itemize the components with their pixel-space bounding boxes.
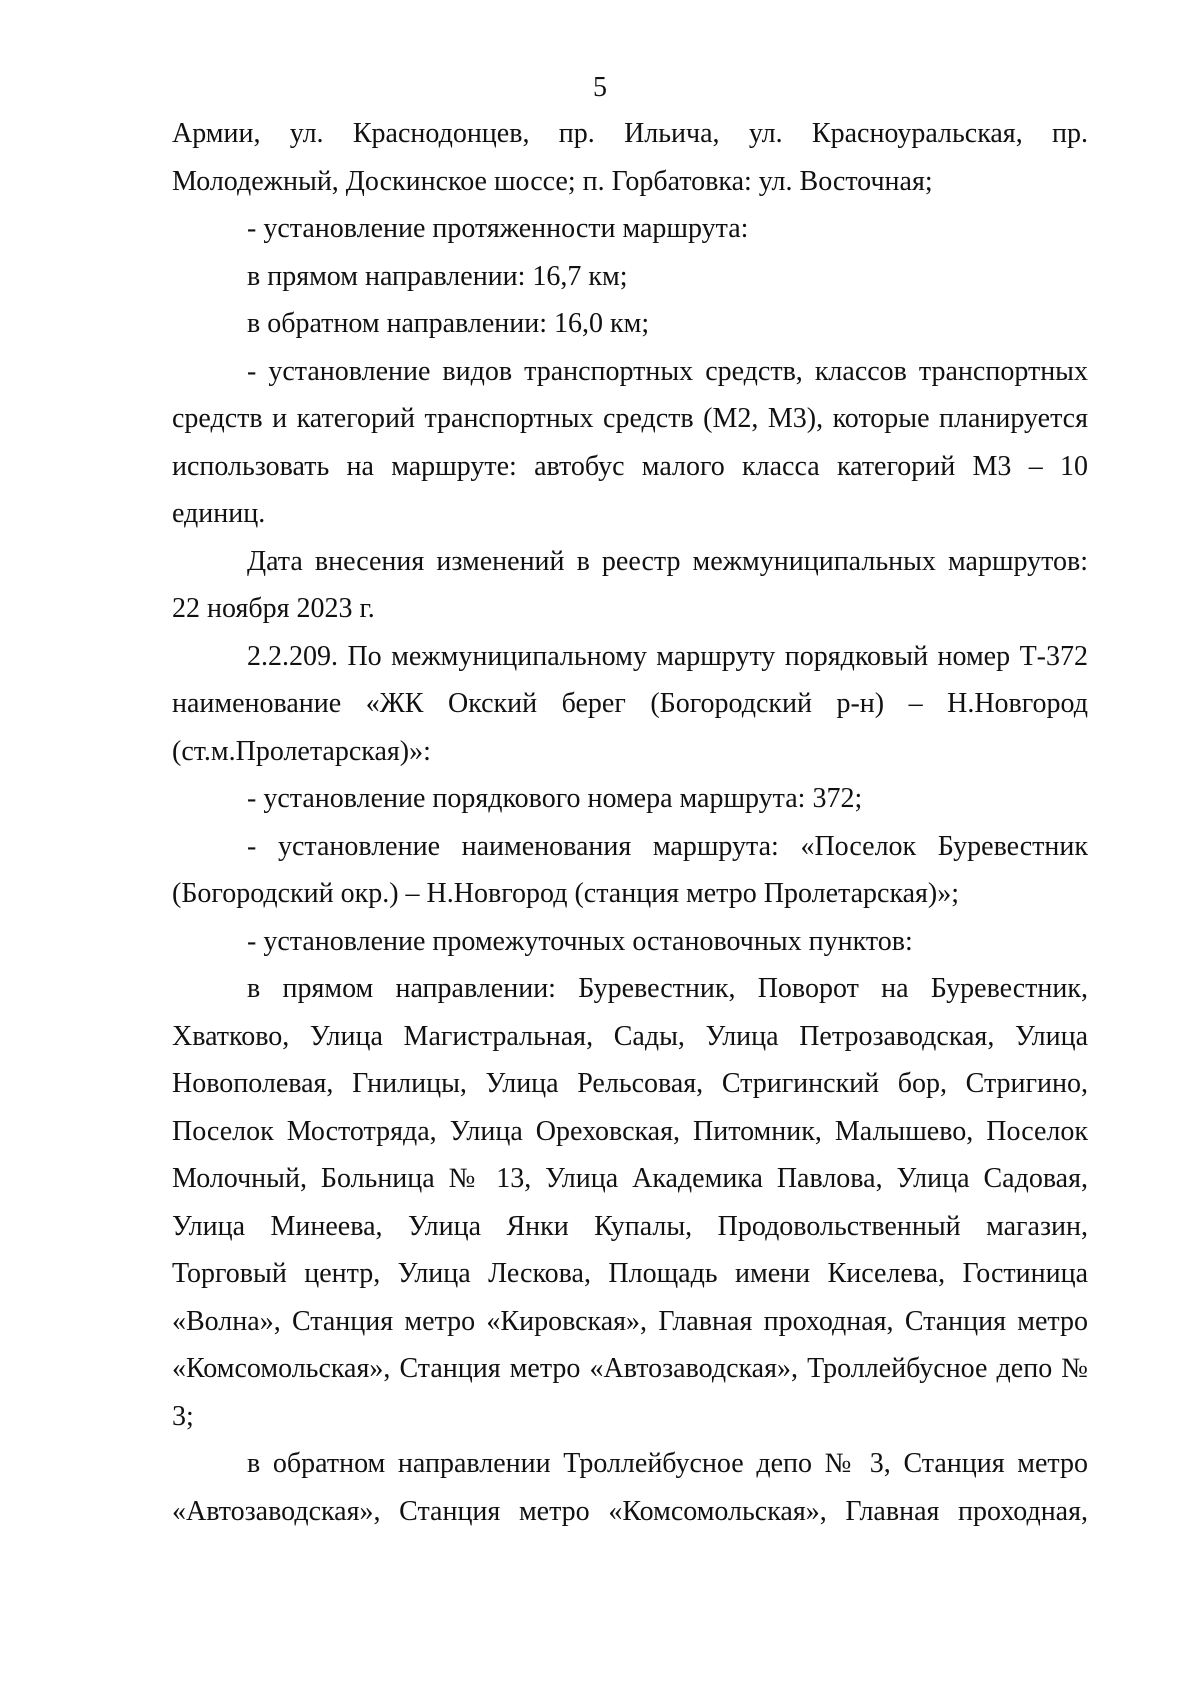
paragraph-section-2-2-209: 2.2.209. По межмуниципальному маршруту порядковый номер Т-372 наименование «ЖК Окский берег (Богородский р-н) – Н.Новгород (ст.м.Пролетарская)»: bbox=[172, 640, 1088, 767]
paragraph-forward-stops: в прямом направлении: Буревестник, Поворот на Буревестник, Хватково, Улица Магистральная, Сады, Улица Петрозаводская, Улица Новополевая, Гнилицы, Улица Рельсовая, Стригинский бор, Стригино, Поселок Мостотряда, Улица Ореховская, Питомник, Малышево, Поселок Молочный, Больница № 13, Улица Академика Павлова, Улица Садовая, Улица Минеева, Улица Янки Купалы, Продовольственный магазин, Торговый центр, Улица Лескова, Площадь имени Киселева, Гостиница «Волна», Станция метро «Кировская», Главная проходная, Станция метро «Комсомольская», Станция метро «Автозаводская», Троллейбусное депо № 3; bbox=[172, 973, 1088, 1432]
document-body bbox=[172, 110, 1088, 1535]
paragraph-route-number: - установление порядкового номера маршрута: 372; bbox=[247, 783, 863, 814]
page-number: 5 bbox=[593, 72, 607, 103]
paragraph-route-name: - установление наименования маршрута: «Поселок Буревестник (Богородский окр.) – Н.Новгород (станция метро Пролетарская)»; bbox=[172, 830, 1088, 909]
paragraph-reverse-length: в обратном направлении: 16,0 км; bbox=[247, 308, 650, 339]
paragraph-route-length-heading: - установление протяженности маршрута: bbox=[247, 213, 749, 244]
paragraph-intermediate-stops-heading: - установление промежуточных остановочных пунктов: bbox=[247, 925, 913, 957]
paragraph-forward-length: в прямом направлении: 16,7 км; bbox=[247, 260, 628, 292]
paragraph-registry-date: Дата внесения изменений в реестр межмуниципальных маршрутов: 22 ноября 2023 г. bbox=[172, 545, 1088, 624]
paragraph-route-streets-continuation: Армии, ул. Краснодонцев, пр. Ильича, ул. Красноуральская, пр. Молодежный, Доскинское шоссе; п. Горбатовка: ул. Восточная; bbox=[172, 118, 1088, 197]
paragraph-reverse-stops: в обратном направлении Троллейбусное депо № 3, Станция метро «Автозаводская», Станция метро «Комсомольская», Главная проходная, bbox=[172, 1448, 1088, 1527]
paragraph-vehicle-types: - установление видов транспортных средств, классов транспортных средств и категорий транспортных средств (М2, М3), которые планируется использовать на маршруте: автобус малого класса категорий М3 – 10 единиц. bbox=[172, 355, 1088, 529]
